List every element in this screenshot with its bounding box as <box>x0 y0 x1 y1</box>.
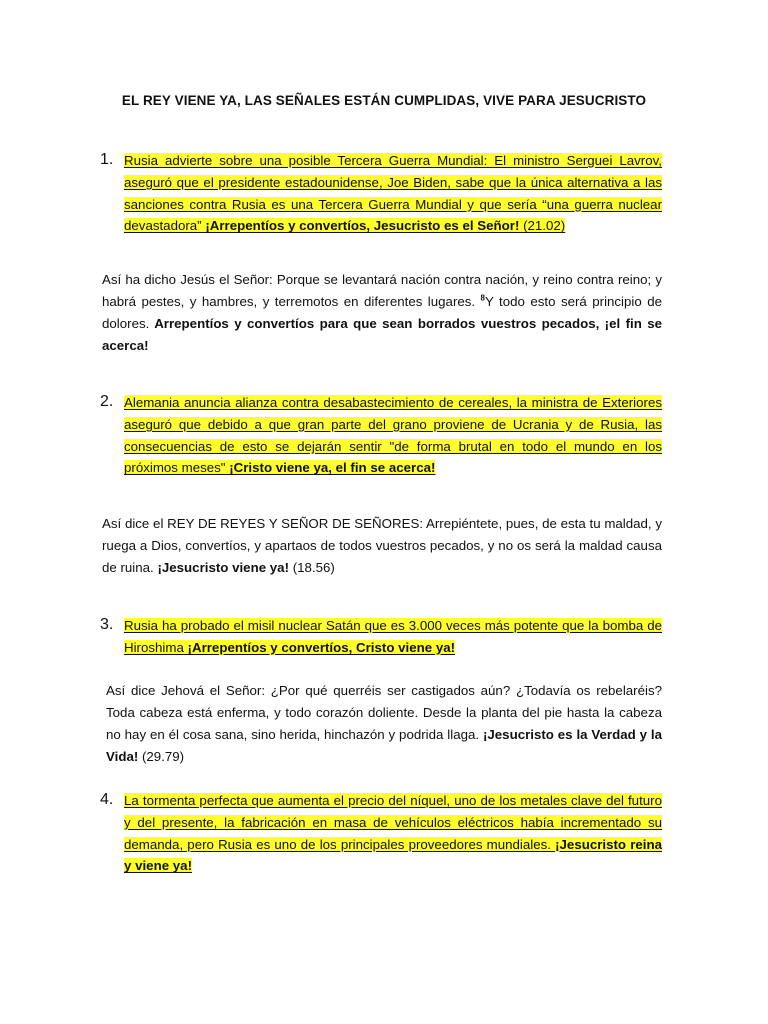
item-bold: ¡Jesucristo reina y viene ya! <box>124 836 662 874</box>
news-item-1 <box>100 150 662 240</box>
item-number: 1. <box>100 151 114 168</box>
item-text: Alemania anuncia alianza contra desabastecimiento de cereales, la ministra de Exteriores aseguró que debido a que gran parte del grano proviene de Ucrania y de Rusia, las consecuencias de esto se dejarán sentir "de forma brutal en todo el mundo en los próximos meses" <box>124 395 662 476</box>
verse-paragraph-3 <box>106 680 662 768</box>
para-text-2: Y todo esto será principio de dolores. <box>102 294 662 331</box>
item-number: 3. <box>100 616 114 633</box>
item-bold: ¡Arrepentíos y convertíos, Cristo viene ya! <box>183 639 456 655</box>
para-bold: Arrepentíos y convertíos para que sean borrados vuestros pecados, ¡el fin se acerca! <box>102 316 662 353</box>
item-text: La tormenta perfecta que aumenta el precio del níquel, uno de los metales clave del futuro y del presente, la fabricación en masa de vehículos eléctricos había incrementado su demanda, pero Rusia es uno de los principales proveedores mundiales. <box>124 793 662 852</box>
para-text: Así dice Jehová el Señor: ¿Por qué querréis ser castigados aún? ¿Todavía os rebelaréis? Toda cabeza está enferma, y todo corazón doliente. Desde la planta del pie hasta la cabeza no hay en él cosa sana, sino herida, hinchazón y podrida llaga. <box>106 683 662 742</box>
verse-paragraph-2 <box>102 513 662 579</box>
para-bold: ¡Jesucristo es la Verdad y la Vida! <box>106 727 662 764</box>
para-bold: ¡Jesucristo viene ya! <box>153 560 289 575</box>
item-number: 2. <box>100 393 114 410</box>
item-tail: (21.02) <box>519 218 566 234</box>
item-highlight <box>124 150 662 237</box>
para-tail: (18.56) <box>289 560 335 575</box>
item-highlight <box>124 790 662 877</box>
item-bold: ¡Cristo viene ya, el fin se acerca! <box>225 460 436 476</box>
item-text: Rusia ha probado el misil nuclear Satán que es 3.000 veces más potente que la bomba de Hiroshima <box>124 618 662 655</box>
item-highlight <box>124 615 662 659</box>
news-item-4 <box>100 790 662 880</box>
item-bold: ¡Arrepentíos y convertíos, Jesucristo es el Señor! <box>201 218 520 234</box>
item-highlight <box>124 392 662 479</box>
news-item-3 <box>100 615 662 661</box>
item-number: 4. <box>100 791 114 808</box>
item-text: Rusia advierte sobre una posible Tercera Guerra Mundial: El ministro Serguei Lavrov, aseguró que el presidente estadounidense, Joe Biden, sabe que la única alternativa a las sanciones contra Rusia es una Tercera Guerra Mundial y que sería “una guerra nuclear devastadora” <box>124 153 662 234</box>
document-title: EL REY VIENE YA, LAS SEÑALES ESTÁN CUMPLIDAS, VIVE PARA JESUCRISTO <box>121 93 647 108</box>
para-text: Así dice el REY DE REYES Y SEÑOR DE SEÑORES: Arrepiéntete, pues, de esta tu maldad, y ruega a Dios, convertíos, y apartaos de todos vuestros pecados, y no os será la maldad causa de ruina. <box>102 516 662 575</box>
news-item-2 <box>100 392 662 482</box>
para-tail: (29.79) <box>138 749 185 764</box>
para-text: Así ha dicho Jesús el Señor: Porque se levantará nación contra nación, y reino contra reino; y habrá pestes, y hambres, y terremotos en diferentes lugares. <box>102 272 662 309</box>
verse-paragraph-1 <box>102 269 662 357</box>
verse-sup: 8 <box>480 293 485 303</box>
